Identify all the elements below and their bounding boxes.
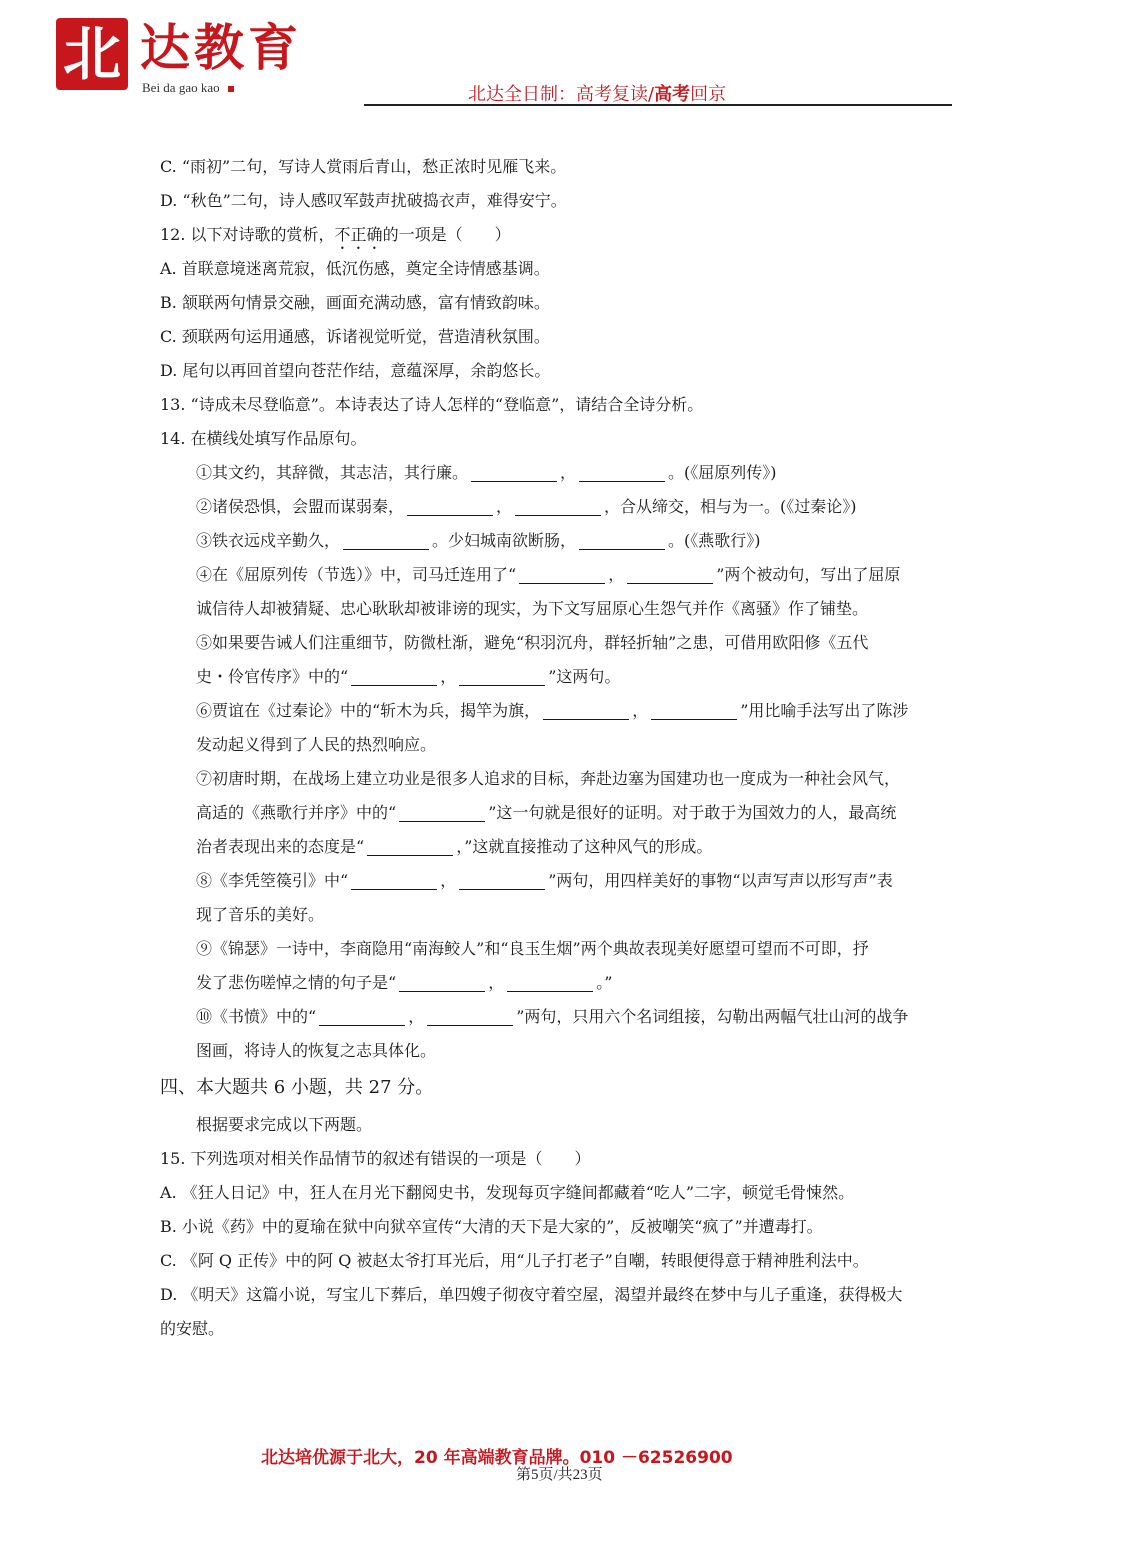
answer-blank[interactable]	[579, 463, 665, 482]
q14-item-5-sep: ，	[440, 667, 457, 686]
logo-text: 达教育	[140, 18, 302, 77]
q14-item-5-tail: ”这两句。	[548, 667, 621, 686]
answer-blank[interactable]	[471, 463, 557, 482]
q14-item-8-tail: ”两句，用四样美好的事物“以声写声以形写声”表	[548, 871, 893, 890]
q14-item-6	[160, 694, 972, 728]
q13-stem: 13. “诗成未尽登临意”。本诗表达了诗人怎样的“登临意”，请结合全诗分析。	[160, 395, 704, 414]
q14-item-8-cont: 现了音乐的美好。	[196, 905, 325, 924]
header-divider	[364, 104, 952, 106]
answer-blank[interactable]	[399, 973, 485, 992]
logo-pinyin	[142, 80, 234, 96]
q14-item-6-tail: ”用比喻手法写出了陈涉	[740, 701, 909, 720]
q14-item-4	[160, 558, 972, 592]
brand-logo	[56, 14, 356, 106]
answer-blank[interactable]	[351, 871, 437, 890]
answer-blank[interactable]	[459, 667, 545, 686]
q14-item-10-text: ⑩《书愤》中的“	[196, 1007, 317, 1026]
q14-item-4-cont: 诚信待人却被猜疑、忠心耿耿却被诽谤的现实，为下文写屈原心生怨气并作《离骚》作了铺垫。	[196, 599, 869, 618]
q11-option-c: C. “雨初”二句，写诗人赏雨后青山，愁正浓时见雁飞来。	[160, 157, 567, 176]
q14-item-7-text: 高适的《燕歌行并序》中的“	[196, 803, 397, 822]
q14-item-9-sep: ，	[488, 973, 505, 992]
answer-blank[interactable]	[459, 871, 545, 890]
answer-blank[interactable]	[543, 701, 629, 720]
q12-emphasis: 不正确	[334, 225, 383, 244]
answer-blank[interactable]	[515, 497, 601, 516]
q14-item-7-cont2	[160, 830, 972, 864]
q14-item-3-tail: 。(《燕歌行》)	[668, 531, 761, 550]
logo-mark	[56, 18, 128, 90]
q14-item-1-text: ①其文约，其辞微，其志洁，其行廉。	[196, 463, 469, 482]
q14-item-9-tail: 。”	[596, 973, 613, 992]
q14-item-1-tail: 。(《屈原列传》)	[668, 463, 777, 482]
q14-item-5-cont	[160, 660, 972, 694]
q14-item-8	[160, 864, 972, 898]
q14-item-7: ⑦初唐时期，在战场上建立功业是很多人追求的目标，奔赴边塞为国建功也一度成为一种社会风气，	[196, 769, 901, 788]
q12-stem	[160, 218, 972, 252]
q14-item-3	[160, 524, 972, 558]
q14-item-10	[160, 1000, 972, 1034]
q12-option-b: B. 颔联两句情景交融，画面充满动感，富有情致韵味。	[160, 293, 550, 312]
answer-blank[interactable]	[399, 803, 485, 822]
q14-item-7-tail2: ，”这就直接推动了这种风气的形成。	[456, 837, 713, 856]
q12-stem-b: 的一项是（ ）	[382, 225, 511, 244]
header-slogan	[468, 80, 726, 106]
q14-item-9-text: 发了悲伤嗟悼之情的句子是“	[196, 973, 397, 992]
answer-blank[interactable]	[651, 701, 737, 720]
section-4-title: 四、本大题共 6 小题，共 27 分。	[160, 1077, 434, 1098]
answer-blank[interactable]	[579, 531, 665, 550]
q14-item-8-sep: ，	[440, 871, 457, 890]
answer-blank[interactable]	[519, 565, 605, 584]
q14-item-2-text: ②诸侯恐惧，会盟而谋弱秦，	[196, 497, 405, 516]
q14-item-4-tail: ”两个被动句，写出了屈原	[716, 565, 901, 584]
header-slogan-c: 回京	[690, 84, 727, 105]
q14-item-2-sep: ，	[496, 497, 513, 516]
q14-item-6-text: ⑥贾谊在《过秦论》中的“斩木为兵，揭竿为旗，	[196, 701, 541, 720]
answer-blank[interactable]	[343, 531, 429, 550]
q14-item-2-tail: ，合从缔交，相与为一。(《过秦论》)	[604, 497, 857, 516]
q14-item-7-text2: 治者表现出来的态度是“	[196, 837, 365, 856]
answer-blank[interactable]	[319, 1007, 405, 1026]
q14-item-10-tail: ”两句，只用六个名词组接，勾勒出两幅气壮山河的战争	[516, 1007, 909, 1026]
logo-square-icon	[228, 86, 234, 92]
answer-blank[interactable]	[407, 497, 493, 516]
q15-stem: 15. 下列选项对相关作品情节的叙述有错误的一项是（ ）	[160, 1149, 591, 1168]
q14-item-10-sep: ，	[408, 1007, 425, 1026]
page-number: 第5页/共23页	[516, 1467, 603, 1483]
q14-item-2	[160, 490, 972, 524]
q14-item-3-text: ③铁衣远戍辛勤久，	[196, 531, 341, 550]
q14-item-7-tail: ”这一句就是很好的证明。对于敢于为国效力的人，最高统	[488, 803, 897, 822]
logo-mark-char: 北	[62, 20, 121, 88]
q15-option-b: B. 小说《药》中的夏瑜在狱中向狱卒宣传“大清的天下是大家的”，反被嘲笑“疯了”并遭毒打。	[160, 1217, 823, 1236]
q14-item-1	[160, 456, 972, 490]
q15-option-d: D. 《明天》这篇小说，写宝儿下葬后，单四嫂子彻夜守着空屋，渴望并最终在梦中与儿子重逢，获得极大	[160, 1285, 903, 1304]
answer-blank[interactable]	[367, 837, 453, 856]
q12-stem-a: 12. 以下对诗歌的赏析，	[160, 225, 335, 244]
q15-option-a: A. 《狂人日记》中，狂人在月光下翻阅史书，发现每页字缝间都藏着“吃人”二字，顿觉毛骨悚然。	[160, 1183, 855, 1202]
answer-blank[interactable]	[351, 667, 437, 686]
q11-option-d: D. “秋色”二句，诗人感叹军鼓声扰破捣衣声，难得安宁。	[160, 191, 567, 210]
answer-blank[interactable]	[427, 1007, 513, 1026]
q15-option-c: C. 《阿 Q 正传》中的阿 Q 被赵太爷打耳光后，用“儿子打老子”自嘲，转眼便得意于精神胜利法中。	[160, 1251, 869, 1270]
header-slogan-a: 北达全日制：高考复读/	[468, 84, 655, 105]
logo-pinyin-text: Bei da gao kao	[142, 80, 220, 95]
q12-option-a: A. 首联意境迷离荒寂，低沉伤感，奠定全诗情感基调。	[160, 259, 550, 278]
q14-item-10-cont: 图画，将诗人的恢复之志具体化。	[196, 1041, 437, 1060]
answer-blank[interactable]	[627, 565, 713, 584]
q14-item-4-sep: ，	[608, 565, 625, 584]
q14-item-4-text: ④在《屈原列传（节选）》中，司马迁连用了“	[196, 565, 517, 584]
answer-blank[interactable]	[507, 973, 593, 992]
header-slogan-b: 高考	[654, 84, 691, 105]
q15-option-d-cont: 的安慰。	[160, 1319, 225, 1338]
q14-item-9: ⑨《锦瑟》一诗中，李商隐用“南海鲛人”和“良玉生烟”两个典故表现美好愿望可望而不可即，抒	[196, 939, 869, 958]
q14-item-5: ⑤如果要告诫人们注重细节，防微杜渐，避免“积羽沉舟，群轻折轴”之患，可借用欧阳修《五代	[196, 633, 869, 652]
section-4-intro: 根据要求完成以下两题。	[196, 1115, 373, 1134]
q14-item-1-sep: ，	[560, 463, 577, 482]
document-body	[160, 150, 972, 1346]
q14-item-6-sep: ，	[632, 701, 649, 720]
q14-item-8-text: ⑧《李凭箜篌引》中“	[196, 871, 349, 890]
q14-item-6-cont: 发动起义得到了人民的热烈响应。	[196, 735, 437, 754]
q14-item-3-mid: 。少妇城南欲断肠，	[432, 531, 577, 550]
q14-item-9-cont	[160, 966, 972, 1000]
q12-option-c: C. 颈联两句运用通感，诉诸视觉听觉，营造清秋氛围。	[160, 327, 550, 346]
footer-slogan: 北达培优源于北大，20 年高端教育品牌。010 －62526900	[261, 1448, 733, 1468]
q14-stem: 14. 在横线处填写作品原句。	[160, 429, 367, 448]
q14-item-7-cont	[160, 796, 972, 830]
q12-option-d: D. 尾句以再回首望向苍茫作结，意蕴深厚，余韵悠长。	[160, 361, 551, 380]
q14-item-5-text: 史・伶官传序》中的“	[196, 667, 349, 686]
